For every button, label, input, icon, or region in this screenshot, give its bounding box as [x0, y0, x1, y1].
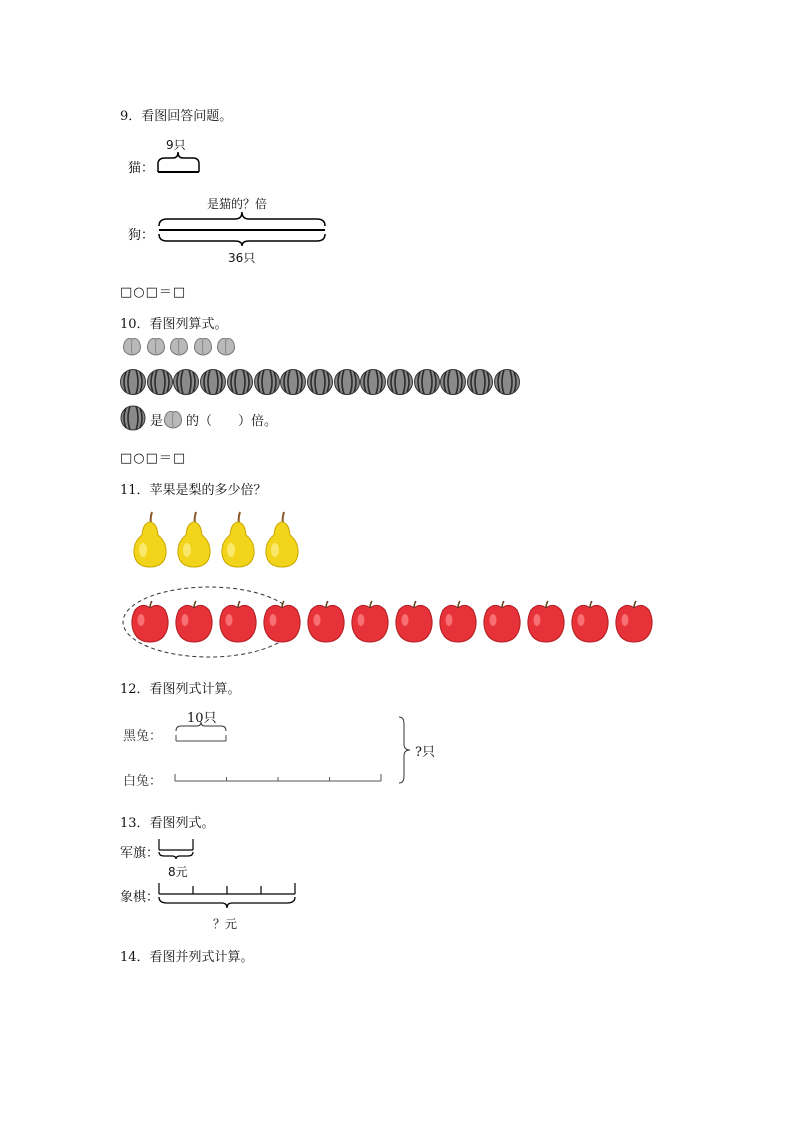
dog-top-text: 是猫的？倍 [207, 197, 268, 211]
apple-icon [350, 600, 390, 644]
total-label: ?只 [415, 745, 435, 760]
peach-icon [193, 336, 215, 356]
watermelon-icon [147, 369, 174, 396]
watermelon-icon [440, 369, 467, 396]
apple-icon [394, 600, 434, 644]
chess-price: ？元 [213, 917, 238, 931]
cat-label: 猫： [128, 161, 155, 176]
cat-brace-bar [157, 150, 201, 175]
q9-equation: □○□＝□ [120, 285, 187, 300]
white-rabbit-label: 白兔： [123, 774, 163, 789]
apple-icon [306, 600, 346, 644]
peach-icon [216, 336, 238, 356]
q11-title: 11．苹果是梨的多少倍？ [120, 483, 267, 498]
chess-bar [158, 882, 300, 912]
apple-icon [174, 600, 214, 644]
q14-title: 14．看图并列式计算。 [120, 950, 254, 965]
watermelon-icon [387, 369, 414, 396]
cat-count-label: 9只 [166, 138, 186, 152]
apple-icon [262, 600, 302, 644]
peach-icon [169, 336, 191, 356]
peach-icon [146, 336, 168, 356]
apple-icon [438, 600, 478, 644]
flag-price: 8元 [168, 865, 188, 879]
dog-brace-bar [157, 210, 329, 246]
chess-label: 象棋： [120, 890, 160, 905]
apple-icon [526, 600, 566, 644]
white-rabbit-bar [174, 772, 384, 784]
watermelon-icon [254, 369, 281, 396]
pear-icon [130, 510, 170, 570]
q9-title: 9．看图回答问题。 [120, 109, 233, 124]
q10-equation: □○□＝□ [120, 451, 187, 466]
apple-icon [614, 600, 654, 644]
apple-icon [130, 600, 170, 644]
apple-icon [482, 600, 522, 644]
peach-row [122, 336, 242, 358]
watermelon-icon [227, 369, 254, 396]
watermelon-icon [200, 369, 227, 396]
flag-label: 军旗： [120, 846, 160, 861]
pear-icon [174, 510, 214, 570]
dog-label: 狗： [128, 228, 155, 243]
flag-bar [158, 838, 198, 860]
watermelon-icon [494, 369, 521, 396]
watermelon-icon [360, 369, 387, 396]
watermelon-icon [467, 369, 494, 396]
watermelon-icon [120, 369, 147, 396]
total-brace [398, 716, 412, 784]
peach-icon [163, 409, 185, 429]
apple-icon [570, 600, 610, 644]
pear-icon [262, 510, 302, 570]
watermelon-icon [414, 369, 441, 396]
black-rabbit-count: 10只 [187, 711, 217, 726]
q10-sentence-part2: 的（ ）倍。 [186, 414, 278, 429]
q12-title: 12．看图列式计算。 [120, 682, 241, 697]
q10-title: 10．看图列算式。 [120, 317, 228, 332]
watermelon-icon [173, 369, 200, 396]
q13-title: 13．看图列式。 [120, 816, 215, 831]
q10-sentence-part1: 是 [150, 414, 164, 429]
dog-count-label: 36只 [228, 251, 256, 265]
watermelon-icon [280, 369, 307, 396]
watermelon-icon [334, 369, 361, 396]
black-rabbit-brace [175, 721, 230, 746]
apple-icon [218, 600, 258, 644]
watermelon-icon [307, 369, 334, 396]
watermelon-icon [120, 405, 148, 433]
pear-row [130, 510, 310, 570]
apple-row [130, 600, 660, 646]
black-rabbit-label: 黑兔： [123, 729, 163, 744]
peach-icon [122, 336, 144, 356]
pear-icon [218, 510, 258, 570]
watermelon-row [120, 369, 525, 397]
